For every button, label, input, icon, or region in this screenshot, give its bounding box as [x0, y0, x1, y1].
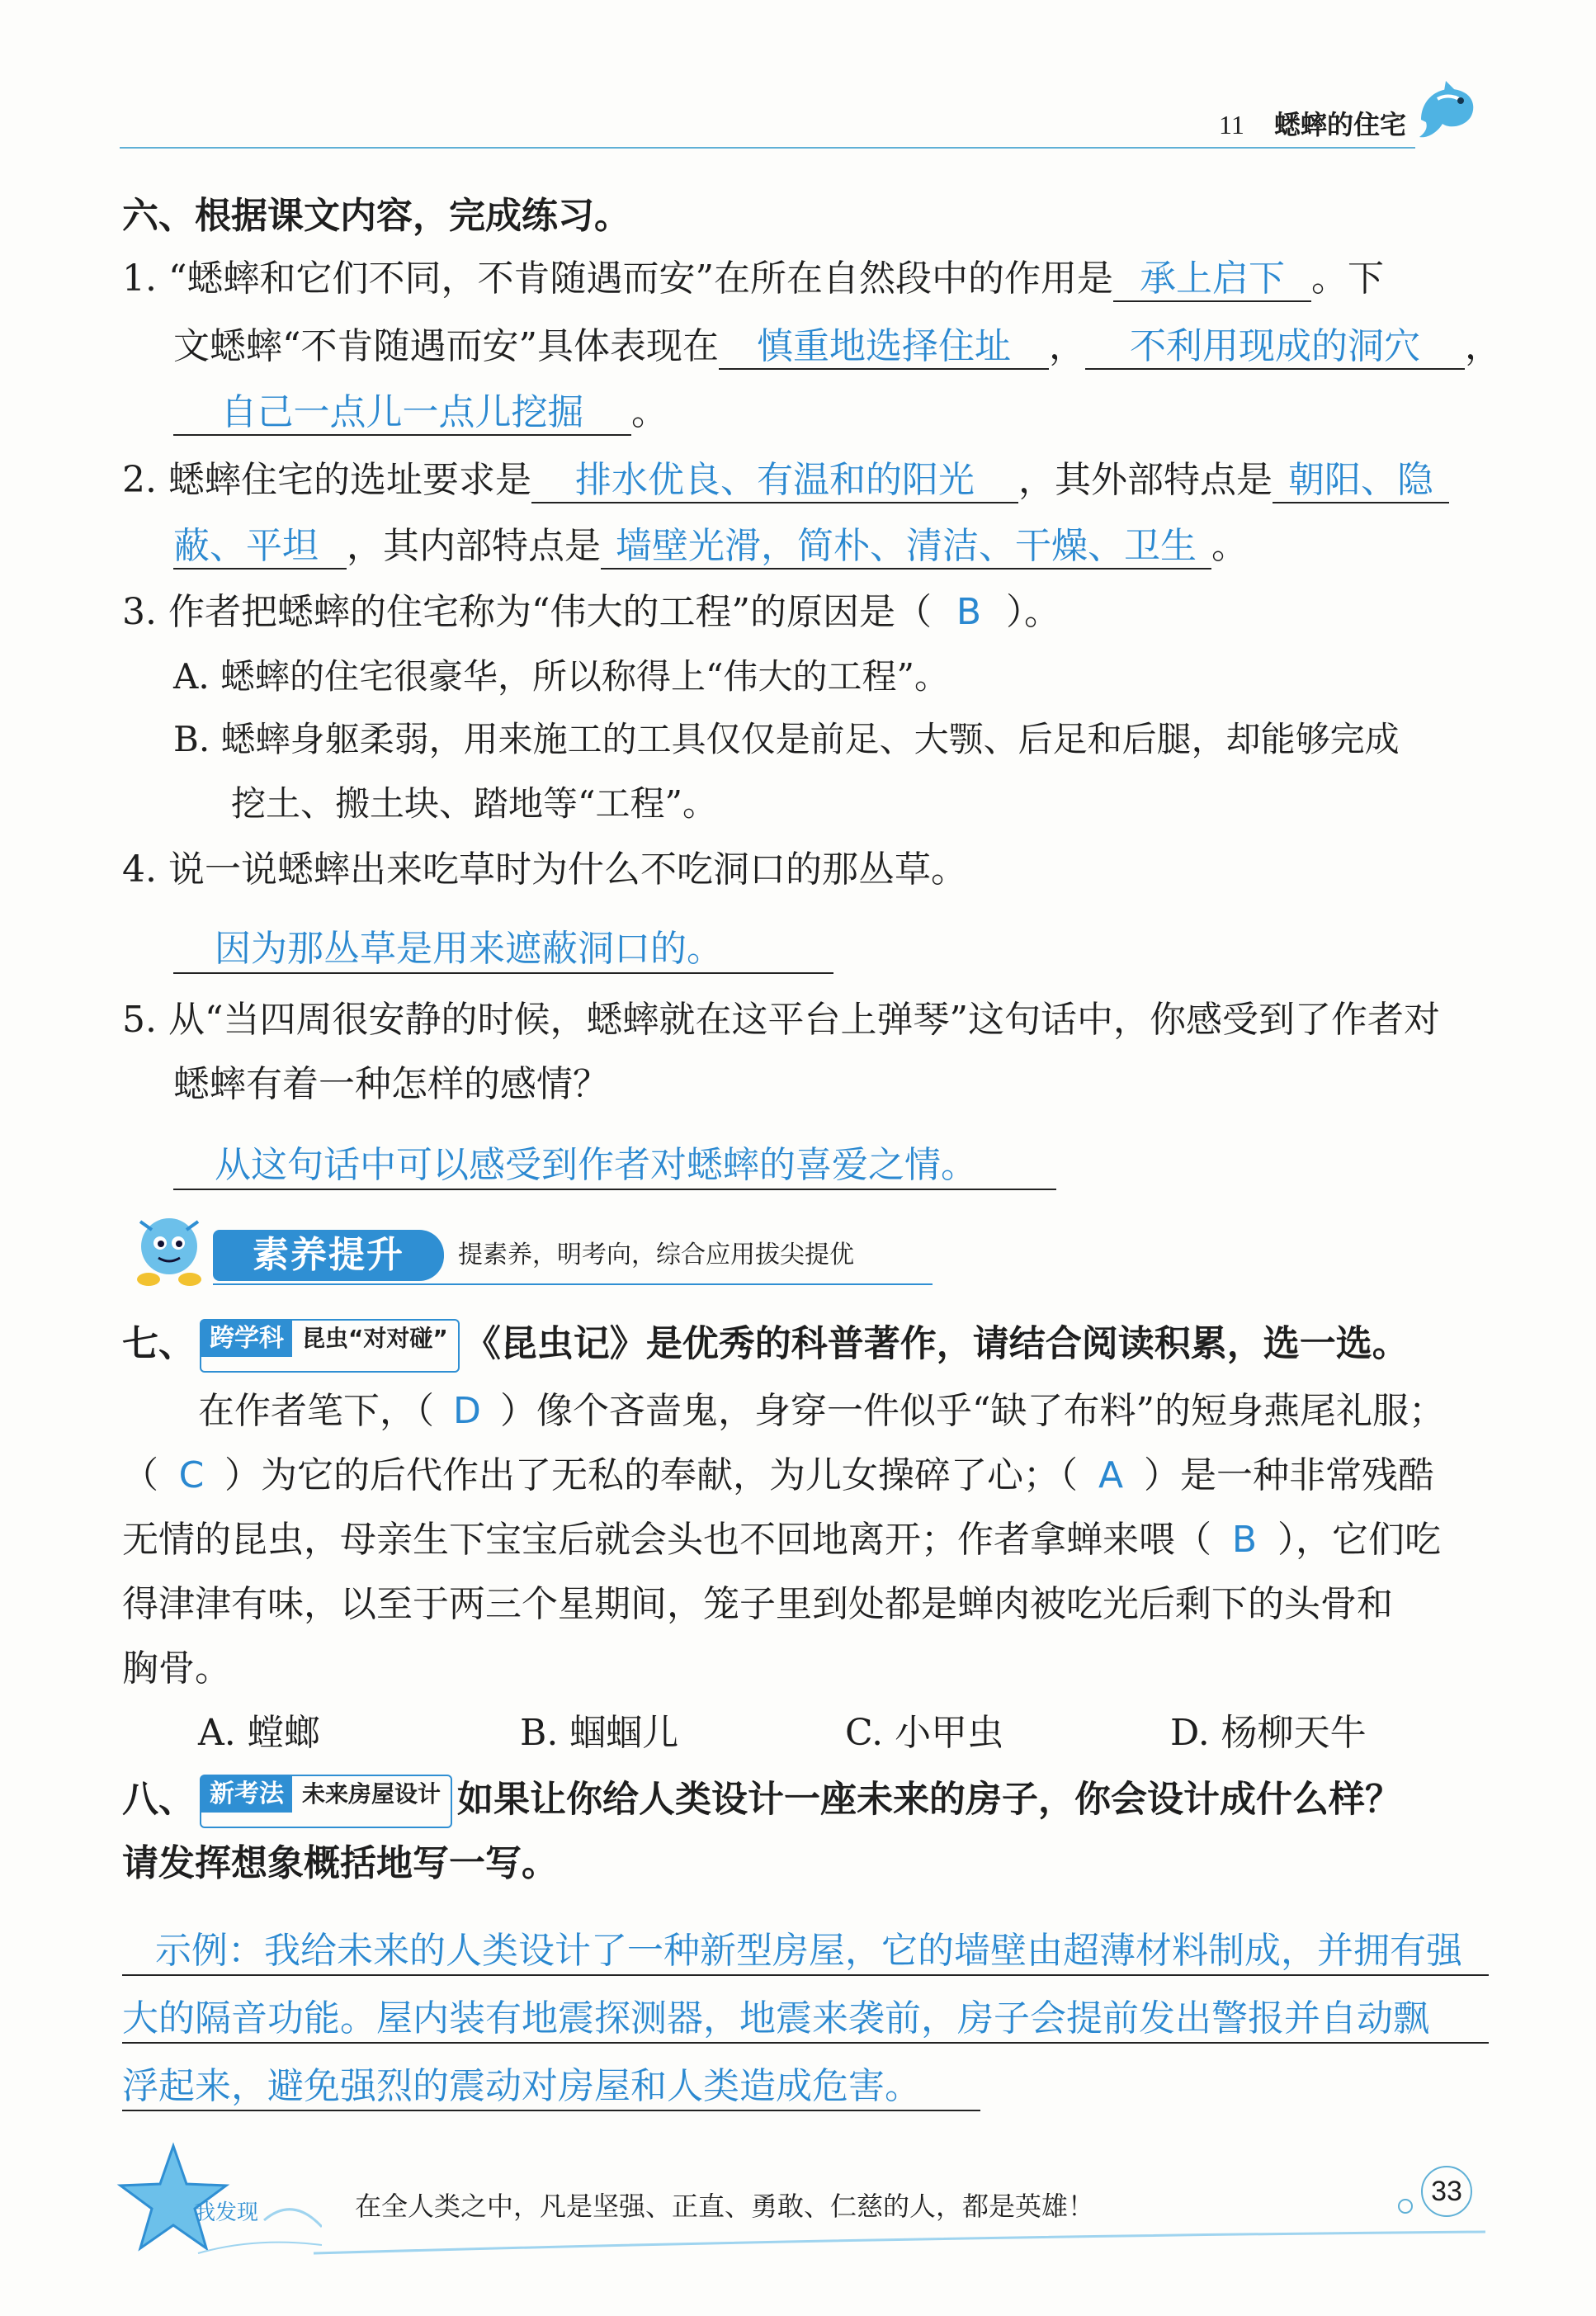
section-7-tag [200, 1319, 460, 1373]
s7-answer-1: D [453, 1390, 481, 1432]
s7-option-a: A. 螳螂 [198, 1712, 320, 1754]
s7-text: ）像个吝啬鬼，身穿一件似乎“缺了布料”的短身燕尾礼服； [500, 1390, 1445, 1432]
section-8-title-line2: 请发挥想象概括地写一写。 [122, 1842, 558, 1884]
tag-topic: 未来房屋设计 [302, 1780, 441, 1808]
header-rule [120, 147, 1415, 149]
q4-question: 4. 说一说蟋蟀出来吃草时为什么不吃洞口的那丛草。 [122, 848, 967, 891]
s8-answer-line2: 大的隔音功能。屋内装有地震探测器，地震来袭前，房子会提前发出警报并自动飘 [122, 1996, 1489, 2044]
q5-question-line2: 蟋蟀有着一种怎样的感情？ [173, 1063, 609, 1105]
q1-period: 。 [631, 391, 668, 433]
section-7-text: 《昆虫记》是优秀的科普著作，请结合阅读积累，选一选。 [464, 1322, 1409, 1365]
q2-text-3: ，其内部特点是 [347, 525, 601, 567]
q3-option-a: A. 蟋蟀的住宅很豪华，所以称得上“伟大的工程”。 [173, 656, 949, 697]
q2-line1 [122, 456, 1449, 505]
q1-comma: ， [1049, 325, 1085, 367]
q2-answer-2b: 蔽、平坦 [173, 525, 347, 570]
tag-topic: 昆虫“对对碰” [302, 1325, 448, 1352]
s8-answer-line3: 浮起来，避免强烈的震动对房屋和人类造成危害。 [122, 2063, 980, 2111]
q2-line2 [173, 522, 1248, 571]
q2-text: 2. 蟋蟀住宅的选址要求是 [122, 459, 531, 501]
page-number: 33 [1421, 2166, 1472, 2217]
q1-answer-4: 自己一点儿一点儿挖掘 [173, 391, 631, 436]
q5-question-line1: 5. 从“当四周很安静的时候，蟋蟀就在这平台上弹琴”这句话中，你感受到了作者对 [122, 999, 1440, 1041]
q3-answer: B [956, 591, 982, 633]
section-8-title [122, 1775, 1401, 1828]
s7-option-d: D. 杨柳天牛 [1170, 1712, 1367, 1754]
section-7-number: 七、 [122, 1322, 195, 1365]
section-7-title [122, 1319, 1409, 1373]
mascot-icon [124, 1205, 215, 1296]
s7-text: 在作者笔下，（ [198, 1390, 434, 1432]
banner-subtitle: 提素养，明考向，综合应用拔尖提优 [458, 1241, 854, 1269]
footer-brand: 我发现 [194, 2200, 259, 2225]
s7-text: （ [122, 1454, 158, 1496]
q5-answer: 从这句话中可以感受到作者对蟋蟀的喜爱之情。 [173, 1142, 1056, 1190]
q1-line2 [173, 322, 1501, 371]
section-8-tag [200, 1775, 452, 1828]
q1-answer-2: 慎重地选择住址 [719, 325, 1049, 370]
page-dot [1398, 2199, 1413, 2214]
lesson-number: 11 [1219, 110, 1244, 139]
q3-option-b-line2: 挖土、搬土块、踏地等“工程”。 [231, 783, 717, 824]
banner-title: 素养提升 [213, 1230, 444, 1281]
q3-option-b-line1: B. 蟋蟀身躯柔弱，用来施工的工具仅仅是前足、大颚、后足和后腿，却能够完成 [173, 719, 1400, 759]
s7-option-c: C. 小甲虫 [845, 1712, 1004, 1754]
tag-label: 跨学科 [201, 1321, 292, 1357]
q3-line [122, 588, 1060, 637]
s7-para-line4: 得津津有味，以至于两三个星期间，笼子里到处都是蝉肉被吃光后剩下的头骨和 [122, 1583, 1393, 1625]
q4-answer: 因为那丛草是用来遮蔽洞口的。 [173, 926, 833, 974]
q1-line3 [173, 388, 668, 437]
q1-answer-1: 承上启下 [1113, 258, 1311, 302]
q1-line1 [122, 254, 1384, 304]
q2-answer-1: 排水优良、有温和的阳光 [531, 459, 1018, 503]
s7-para-line3 [122, 1515, 1441, 1565]
q2-answer-2a: 朝阳、隐 [1273, 459, 1449, 503]
s7-option-b: B. 蝈蝈儿 [520, 1712, 679, 1754]
q2-text-2: ，其外部特点是 [1018, 459, 1273, 501]
q1-text-2: 。下 [1310, 258, 1384, 300]
q3-text: 3. 作者把蟋蟀的住宅称为“伟大的工程”的原因是（ [122, 591, 932, 633]
s7-answer-2: C [178, 1454, 205, 1496]
s7-para-line5: 胸骨。 [122, 1647, 231, 1690]
q1-comma-2: ， [1465, 325, 1501, 367]
section-8-number: 八、 [122, 1778, 195, 1821]
q1-answer-3: 不利用现成的洞穴 [1085, 325, 1465, 370]
q3-text-2: ）。 [1005, 591, 1060, 633]
q2-period: 。 [1211, 525, 1248, 567]
s7-answer-4: B [1231, 1519, 1258, 1561]
banner-rule [213, 1283, 933, 1285]
q1-text: 1. “蟋蟀和它们不同，不肯随遇而安”在所在自然段中的作用是 [122, 258, 1113, 300]
page-header [1219, 104, 1406, 142]
s7-text: 无情的昆虫，母亲生下宝宝后就会头也不回地离开；作者拿蝉来喂（ [122, 1519, 1211, 1561]
s7-text: ）为它的后代作出了无私的奉献，为儿女操碎了心；（ [224, 1454, 1078, 1496]
s7-text: ），它们吃 [1277, 1519, 1441, 1561]
section-6-title: 六、根据课文内容，完成练习。 [122, 195, 630, 237]
tag-label: 新考法 [201, 1776, 292, 1813]
dolphin-icon [1413, 74, 1479, 149]
footer-wave [314, 2229, 1485, 2262]
section-8-text: 如果让你给人类设计一座未来的房子，你会设计成什么样？ [457, 1778, 1402, 1821]
s8-answer-line1: 示例：我给未来的人类设计了一种新型房屋，它的墙壁由超薄材料制成，并拥有强 [122, 1928, 1489, 1976]
footer-quote: 在全人类之中，凡是坚强、正直、勇敢、仁慈的人，都是英雄！ [355, 2191, 1095, 2222]
s7-answer-3: A [1098, 1454, 1124, 1496]
q2-answer-3: 墙壁光滑，简朴、清洁、干燥、卫生 [601, 525, 1211, 570]
s7-para-line2 [122, 1451, 1434, 1501]
q1-text-3: 文蟋蟀“不肯随遇而安”具体表现在 [173, 325, 719, 367]
lesson-title: 蟋蟀的住宅 [1273, 109, 1406, 140]
s7-para-line1 [198, 1387, 1445, 1436]
s7-text: ）是一种非常残酷 [1144, 1454, 1434, 1496]
